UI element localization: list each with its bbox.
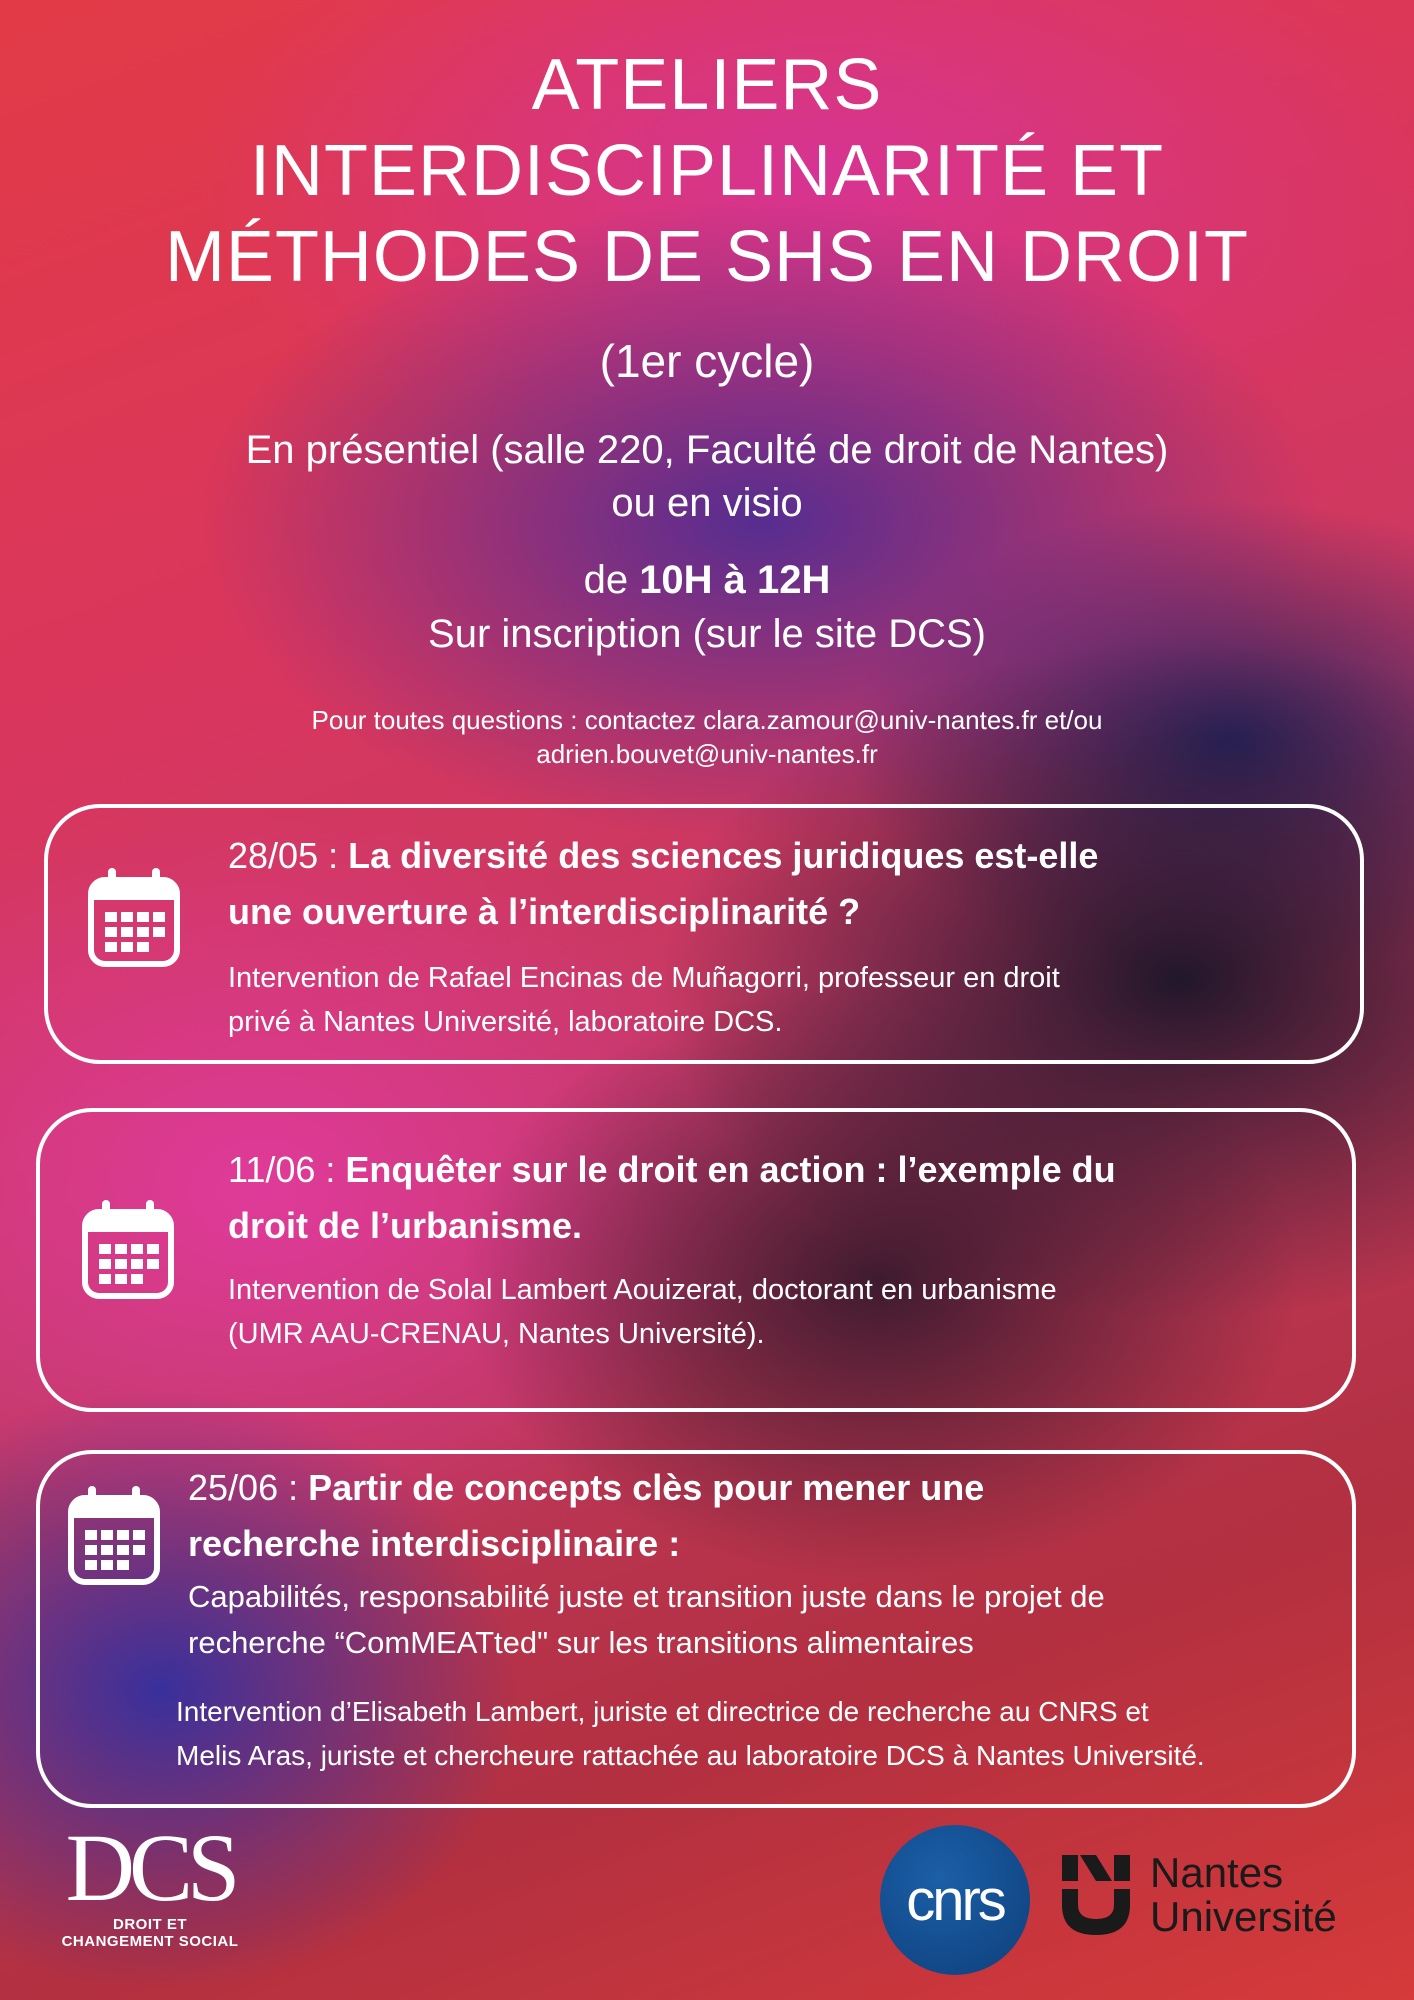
title-line-2: INTERDISCIPLINARITÉ ET: [249, 131, 1165, 211]
cnrs-logo-text: cnrs: [906, 1867, 1004, 1933]
session-1-date: 28/05 :: [228, 835, 349, 876]
session-3-speaker: [176, 1690, 1205, 1778]
session-3-title-line-2: recherche interdisciplinaire :: [188, 1523, 681, 1564]
session-1-speaker-line-2: privé à Nantes Université, laboratoire DCS.: [228, 1006, 783, 1038]
dcs-logo-subtitle-2: CHANGEMENT SOCIAL: [61, 1933, 239, 1950]
session-2-date: 11/06 :: [228, 1149, 346, 1190]
title-line-3: MÉTHODES DE SHS EN DROIT: [164, 217, 1250, 297]
universite-line: Université: [1150, 1893, 1337, 1940]
session-3-title-line-1: Partir de concepts clès pour mener une: [308, 1467, 985, 1508]
contact-line-2[interactable]: adrien.bouvet@univ-nantes.fr: [536, 739, 878, 769]
session-3-title: [188, 1460, 984, 1572]
contact-line-1[interactable]: Pour toutes questions : contactez clara.zamour@univ-nantes.fr et/ou: [311, 705, 1103, 735]
cnrs-logo: [880, 1825, 1030, 1975]
session-2-speaker: [228, 1268, 1057, 1356]
dcs-logo-letters: DCS: [65, 1814, 235, 1921]
time-prefix: de: [583, 558, 640, 602]
dcs-logo: [60, 1814, 240, 1950]
session-card-2: [36, 1108, 1356, 1412]
dcs-logo-subtitle-1: DROIT ET: [113, 1916, 187, 1933]
title-line-1: ATELIERS: [531, 45, 883, 125]
session-3-speaker-line-1: Intervention d’Elisabeth Lambert, juriste et directrice de recherche au CNRS et: [176, 1696, 1149, 1727]
session-1-speaker-line-1: Intervention de Rafael Encinas de Muñagorri, professeur en droit: [228, 962, 1060, 994]
time-range: 10H à 12H: [639, 558, 831, 602]
session-3-desc-line-2: recherche “ComMEATted" sur les transitions alimentaires: [188, 1625, 974, 1660]
calendar-icon: [82, 1200, 174, 1300]
session-2-title-line-2: droit de l’urbanisme.: [228, 1205, 583, 1246]
cycle-label: (1er cycle): [599, 335, 815, 387]
calendar-icon: [68, 1486, 160, 1586]
session-1-title-line-2: une ouverture à l’interdisciplinarité ?: [228, 891, 861, 932]
nantes-universite-text: [1150, 1851, 1337, 1939]
session-2-title: [228, 1142, 1116, 1254]
registration-line: Sur inscription (sur le site DCS): [428, 612, 986, 656]
session-3-speaker-line-2: Melis Aras, juriste et chercheure rattachée au laboratoire DCS à Nantes Université.: [176, 1740, 1205, 1771]
location-line-2: ou en visio: [611, 481, 803, 525]
nantes-universite-logo: [1062, 1849, 1337, 1940]
session-2-speaker-line-2: (UMR AAU-CRENAU, Nantes Université).: [228, 1318, 765, 1350]
session-card-3: [36, 1450, 1356, 1808]
session-3-date: 25/06 :: [188, 1467, 309, 1508]
session-3-desc-line-1: Capabilités, responsabilité juste et transition juste dans le projet de: [188, 1579, 1105, 1614]
calendar-icon: [88, 868, 180, 968]
session-1-title: [228, 828, 1098, 940]
session-1-speaker: [228, 956, 1060, 1044]
session-1-title-line-1: La diversité des sciences juridiques est-elle: [348, 835, 1099, 876]
session-2-title-line-1: Enquêter sur le droit en action : l’exemple du: [345, 1149, 1116, 1190]
nantes-universite-mark-icon: [1062, 1855, 1130, 1935]
session-card-1: [44, 804, 1364, 1064]
poster-title: [0, 42, 1414, 300]
nantes-line: Nantes: [1150, 1849, 1284, 1896]
session-3-description: [188, 1574, 1105, 1666]
session-2-speaker-line-1: Intervention de Solal Lambert Aouizerat, doctorant en urbanisme: [228, 1274, 1057, 1306]
time-line: [0, 554, 1414, 606]
location-line-1: En présentiel (salle 220, Faculté de droit de Nantes): [245, 428, 1169, 472]
